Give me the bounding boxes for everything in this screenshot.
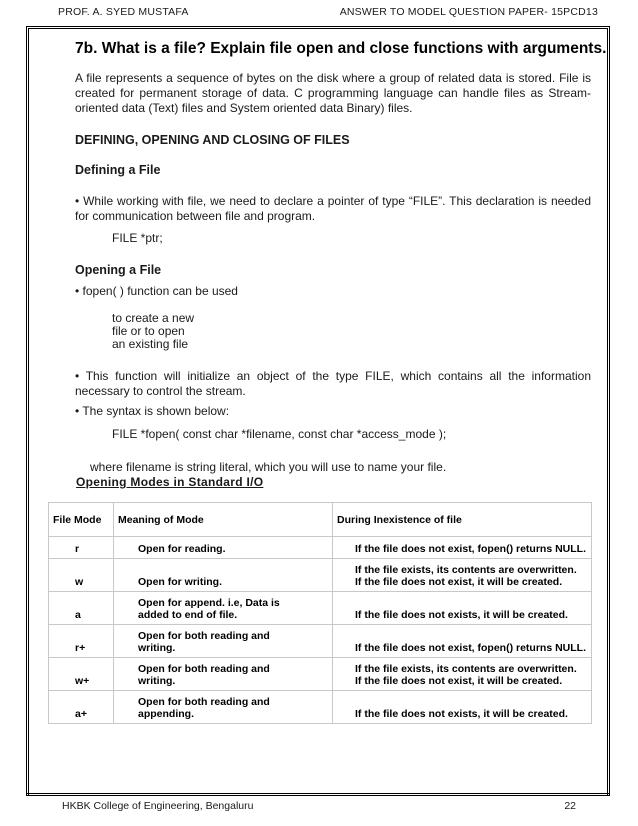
- mode-cell: a+: [49, 691, 114, 724]
- header-author: PROF. A. SYED MUSTAFA: [58, 6, 189, 18]
- question-title: 7b. What is a file? Explain file open and close functions with arguments.: [75, 40, 607, 57]
- opening-bullet-initialize: • This function will initialize an object of the type FILE, which contains all the information necessary to control the stream.: [75, 369, 591, 398]
- opening-use-3: an existing file: [112, 337, 189, 351]
- page-border-bottom: [26, 793, 610, 796]
- table-header-row: [49, 503, 592, 537]
- opening-bullet-syntax: • The syntax is shown below:: [75, 404, 230, 418]
- inexistence-cell: If the file does not exist, fopen() returns NULL.: [333, 625, 592, 658]
- meaning-cell: Open for reading.: [114, 537, 333, 559]
- meaning-cell: Open for append. i.e, Data is added to end of file.: [114, 592, 333, 625]
- filename-note: where filename is string literal, which you will use to name your file.: [90, 460, 447, 474]
- meaning-cell: Open for both reading and writing.: [114, 625, 333, 658]
- header-inexistence: During Inexistence of file: [333, 503, 592, 537]
- page-number: 22: [564, 800, 576, 812]
- meaning-cell: Open for both reading and writing.: [114, 658, 333, 691]
- inexistence-cell: If the file does not exist, fopen() returns NULL.: [333, 537, 592, 559]
- modes-heading: Opening Modes in Standard I/O: [76, 475, 264, 489]
- inexistence-cell: If the file exists, its contents are overwritten. If the file does not exist, it will be created.: [333, 559, 592, 592]
- opening-bullet-fopen: • fopen( ) function can be used: [75, 284, 238, 298]
- mode-cell: r+: [49, 625, 114, 658]
- footer-college: HKBK College of Engineering, Bengaluru: [62, 800, 254, 812]
- section-heading: DEFINING, OPENING AND CLOSING OF FILES: [75, 133, 350, 147]
- opening-heading: Opening a File: [75, 263, 162, 277]
- inexistence-cell: If the file exists, its contents are overwritten. If the file does not exist, it will be created.: [333, 658, 592, 691]
- header-document-title: ANSWER TO MODEL QUESTION PAPER- 15PCD13: [339, 6, 598, 18]
- table-row: [49, 658, 592, 691]
- table-row: [49, 537, 592, 559]
- intro-paragraph: A file represents a sequence of bytes on the disk where a group of related data is stored. File is created for permanent storage of data. C programming language can handle files as Stream-oriented data (Text) files and System oriented data Binary) files.: [75, 71, 591, 115]
- header-file-mode: File Mode: [49, 503, 114, 537]
- header-meaning: Meaning of Mode: [114, 503, 333, 537]
- file-modes-table: [48, 502, 592, 724]
- table-row: [49, 559, 592, 592]
- defining-bullet: • While working with file, we need to declare a pointer of type “FILE”. This declaration is needed for communication between file and program.: [75, 194, 591, 223]
- mode-cell: a: [49, 592, 114, 625]
- table-row: [49, 592, 592, 625]
- mode-cell: w+: [49, 658, 114, 691]
- meaning-cell: Open for writing.: [114, 559, 333, 592]
- inexistence-cell: If the file does not exists, it will be created.: [333, 691, 592, 724]
- mode-cell: w: [49, 559, 114, 592]
- mode-cell: r: [49, 537, 114, 559]
- fopen-syntax: FILE *fopen( const char *filename, const char *access_mode );: [112, 427, 447, 441]
- table-row: [49, 691, 592, 724]
- defining-heading: Defining a File: [75, 163, 161, 177]
- opening-use-1: to create a new: [112, 311, 195, 325]
- opening-use-2: file or to open: [112, 324, 185, 338]
- table-row: [49, 625, 592, 658]
- inexistence-cell: If the file does not exists, it will be created.: [333, 592, 592, 625]
- meaning-cell: Open for both reading and appending.: [114, 691, 333, 724]
- defining-code: FILE *ptr;: [112, 231, 163, 245]
